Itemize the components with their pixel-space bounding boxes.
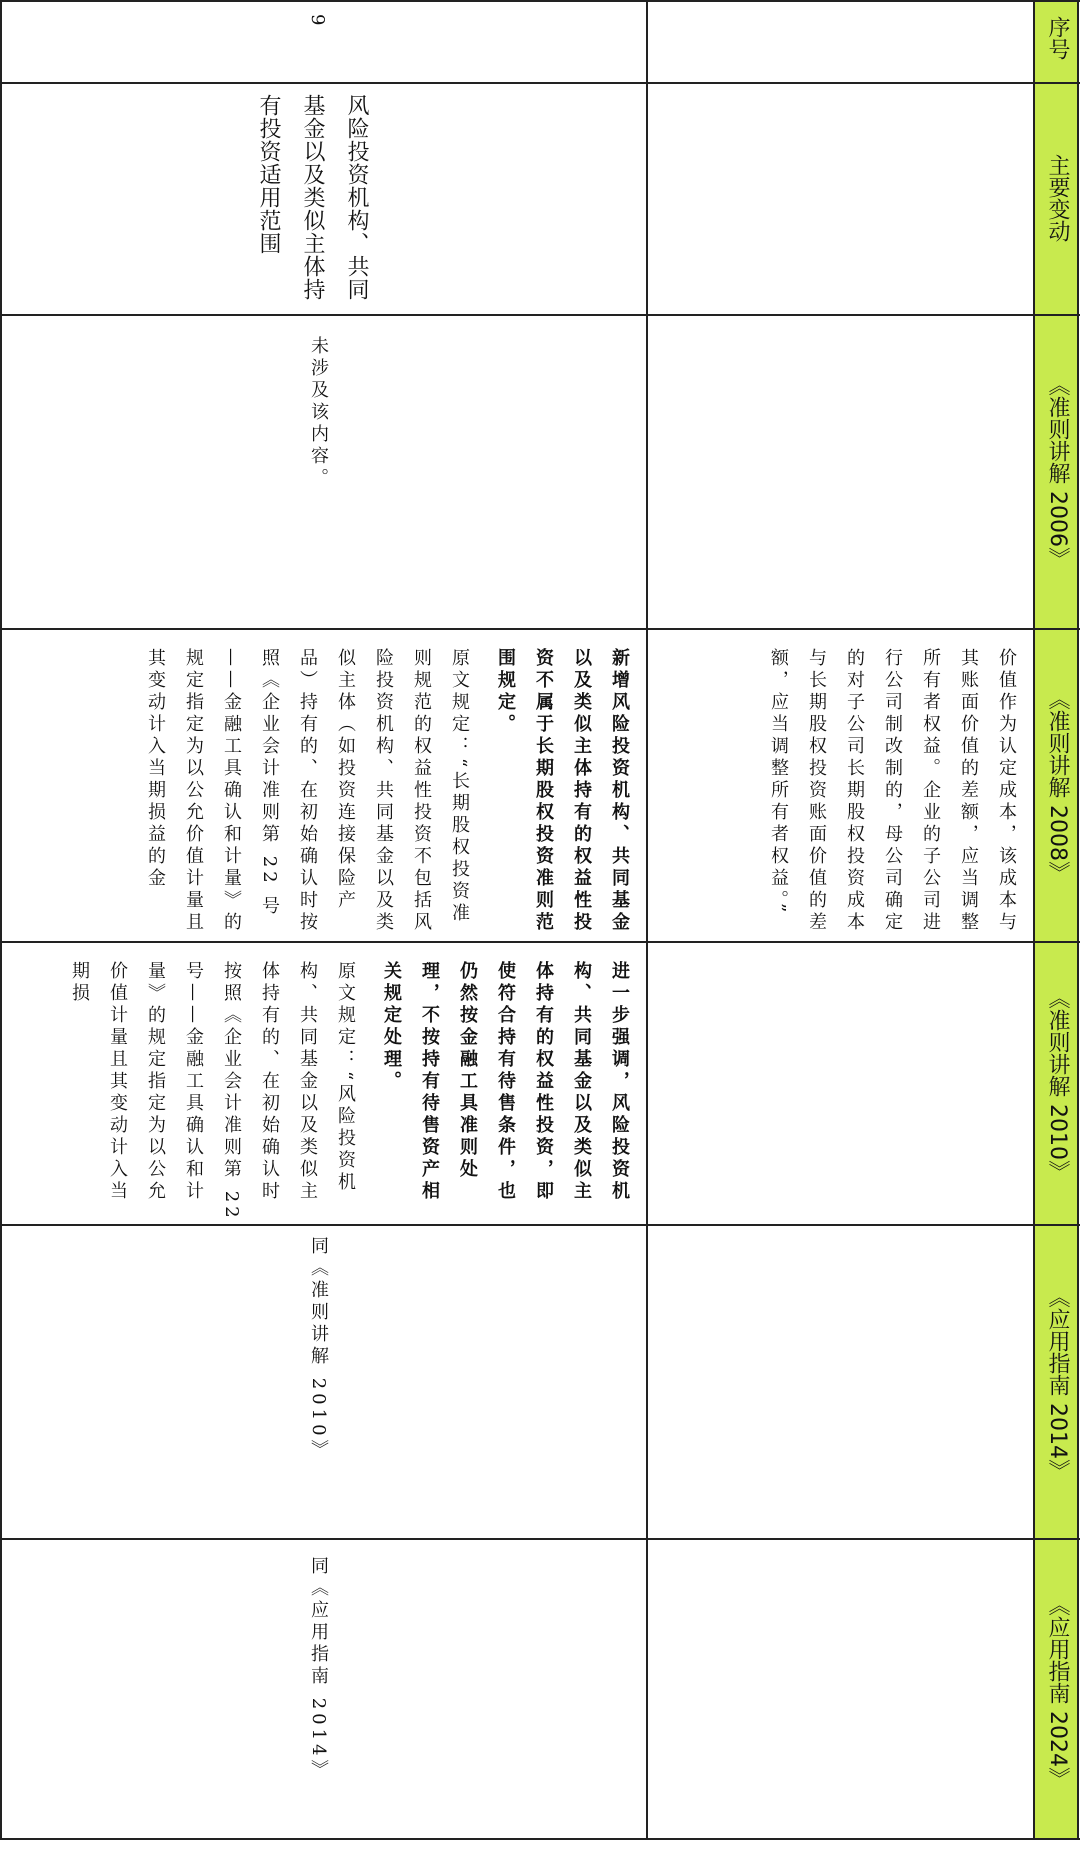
header-seq: 序号 [1045, 16, 1070, 60]
row-2006-text: 未涉及该内容。 [308, 336, 329, 490]
header-guide-2006: 《准则讲解 2006》 [1045, 374, 1070, 569]
row-seq-number: 9 [307, 14, 328, 26]
row-2008-bold: 新增风险投资机构、共同基金以及类似主体持有的权益性投资不属于长期股权投资准则范围规定。 [495, 648, 630, 934]
header-guide-2014: 《应用指南 2014》 [1045, 1286, 1070, 1481]
header-guide-2008: 《准则讲解 2008》 [1045, 688, 1070, 883]
row-2010-text: 原文规定：“风险投资机构、共同基金以及类似主体持有的、在初始确认时按照《企业会计准则第 22 号——金融工具确认和计量》的规定指定为以公允价值计量且其变动计入当期损 [69, 961, 356, 1222]
prev-row-2008-text: 价值作为认定成本，该成本与其账面价值的差额，应当调整所有者权益。企业的子公司进行公司制改制的，母公司确定的对子公司长期股权投资成本与长期股权投资账面价值的差额，应当调整所有者权益。” [768, 648, 1017, 934]
row-2008-text: 原文规定：“长期股权投资准则规范的权益性投资不包括风险投资机构、共同基金以及类似主体（如投资连接保险产品）持有的、在初始确认时按照《企业会计准则第 22 号——金融工具确认和计量》的规定指定为以公允价值计量且其变动计入当期损益的金 [145, 648, 470, 934]
header-guide-2024: 《应用指南 2024》 [1045, 1594, 1070, 1789]
row-2024-text: 同《应用指南 2014》 [308, 1556, 329, 1782]
header-guide-2010: 《准则讲解 2010》 [1045, 987, 1070, 1182]
header-main-change: 主要变动 [1045, 154, 1070, 242]
row-topic: 风险投资机构、共同基金以及类似主体持有投资适用范围 [256, 94, 369, 301]
row-2010-bold: 进一步强调，风险投资机构、共同基金以及类似主体持有的权益性投资，即使符合持有待售条件，也仍然按金融工具准则处理，不按持有待售资产相关规定处理。 [381, 961, 630, 1203]
row-2014-text: 同《准则讲解 2010》 [308, 1236, 329, 1462]
